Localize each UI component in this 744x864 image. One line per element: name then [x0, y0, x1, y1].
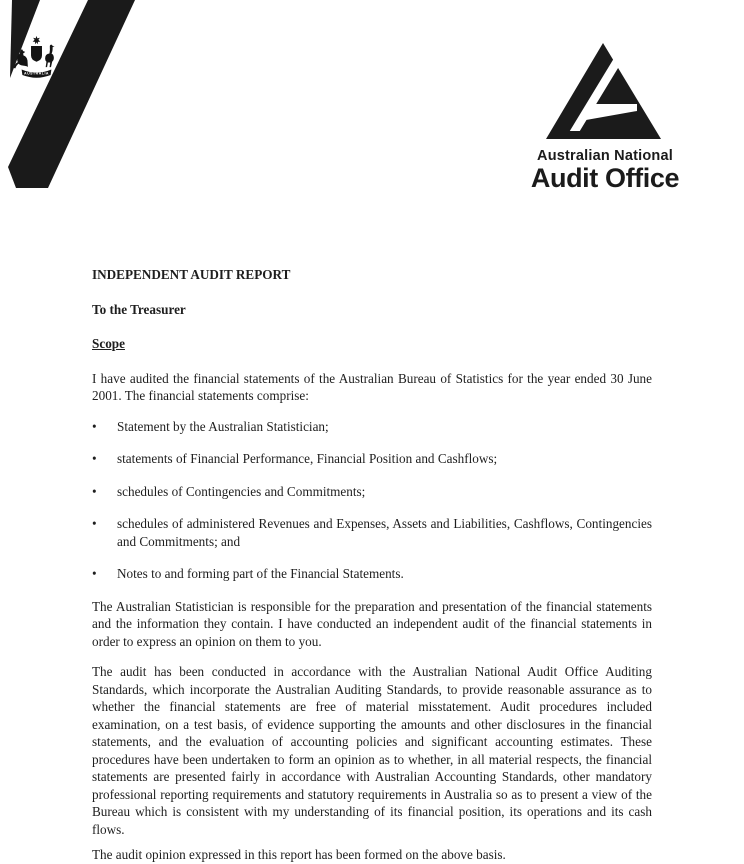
bullet-icon: • — [92, 566, 97, 581]
list-item — [92, 565, 652, 583]
coat-of-arms-banner-text: AUSTRALIA — [24, 71, 49, 76]
list-item — [92, 515, 652, 550]
bullet-icon: • — [92, 483, 97, 499]
opinion-basis-paragraph: The audit opinion expressed in this report has been formed on the above basis. — [92, 847, 506, 862]
list-item — [92, 450, 652, 468]
diagonal-stripes-graphic — [0, 0, 160, 200]
bullet-icon: • — [92, 418, 97, 434]
anao-logo — [500, 40, 710, 192]
list-item-text: statements of Financial Performance, Financial Position and Cashflows; — [117, 451, 498, 466]
list-item-text: Notes to and forming part of the Financial Statements. — [117, 566, 404, 581]
anao-wordmark-line2: Audit Office — [530, 163, 680, 193]
list-item-text: schedules of administered Revenues and Expenses, Assets and Liabilities, Cashflows, Contingencies and Commitments; and — [117, 516, 652, 549]
bullet-icon: • — [92, 516, 97, 531]
report-body — [92, 266, 652, 864]
financial-statements-list — [92, 418, 652, 583]
coat-of-arms-icon — [13, 34, 60, 80]
section-heading-scope: Scope — [92, 336, 125, 351]
list-item-text: Statement by the Australian Statistician; — [117, 418, 329, 434]
audit-standards-paragraph: The audit has been conducted in accordance with the Australian National Audit Office Auditing Standards, which incorporate the Australian Auditing Standards, to provide reasonable assurance as to whether the financial statements are free of material misstatement. Audit procedures included examination, on a test basis, of evidence supporting the amounts and other disclosures in the financial statements, and the evaluation of accounting policies and significant accounting estimates. These procedures have been undertaken to form an opinion as to whether, in all material respects, the financial statements are presented fairly in accordance with Australian Accounting Standards, other mandatory professional reporting requirements and statutory requirements in Australia so as to present a view of the Bureau which is consistent with my understanding of its financial position, its operations and its cash flows. — [92, 664, 652, 837]
addressee-line: To the Treasurer — [92, 301, 186, 317]
list-item — [92, 418, 652, 436]
responsibility-paragraph: The Australian Statistician is responsible for the preparation and presentation of the financial statements and the information they contain. I have conducted an independent audit of the financial statements in order to express an opinion on them to you. — [92, 598, 652, 649]
list-item-text: schedules of Contingencies and Commitments; — [117, 483, 366, 499]
anao-wordmark-line1: Australian National — [537, 148, 673, 164]
report-title: INDEPENDENT AUDIT REPORT — [92, 267, 291, 282]
list-item — [92, 483, 652, 501]
intro-paragraph: I have audited the financial statements of the Australian Bureau of Statistics for the year ended 30 June 2001. The financial statements comprise: — [92, 370, 652, 403]
bullet-icon: • — [92, 451, 97, 466]
anao-triangle-icon — [540, 40, 670, 143]
